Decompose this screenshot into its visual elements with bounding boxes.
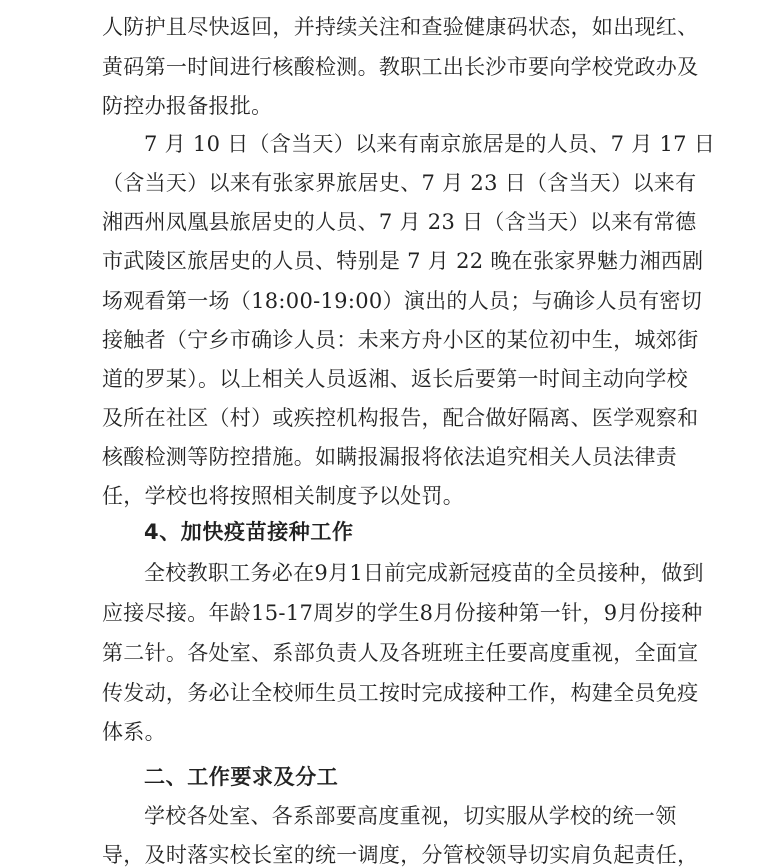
- paragraph-start-line: 7 月 10 日（含当天）以来有南京旅居是的人员、7 月 17 日: [144, 132, 716, 156]
- text-line: 人防护且尽快返回，并持续关注和查验健康码状态，如出现红、: [102, 15, 699, 39]
- text-line: 第二针。各处室、系部负责人及各班班主任要高度重视，全面宣: [102, 641, 699, 665]
- text-line: 湘西州凤凰县旅居史的人员、7 月 23 日（含当天）以来有常德: [102, 210, 697, 234]
- text-line: 接触者（宁乡市确诊人员：未来方舟小区的某位初中生，城郊街: [102, 328, 699, 352]
- text-line: 道的罗某）。以上相关人员返湘、返长后要第一时间主动向学校: [102, 367, 688, 391]
- text-line: 任，学校也将按照相关制度予以处罚。: [102, 484, 465, 508]
- text-line: （含当天）以来有张家界旅居史、7 月 23 日（含当天）以来有: [102, 171, 697, 195]
- section-heading-vaccination: 4、加快疫苗接种工作: [144, 520, 354, 544]
- text-line: 防控办报备报批。: [102, 94, 273, 118]
- section-heading-requirements: 二、工作要求及分工: [144, 765, 339, 789]
- text-line: 核酸检测等防控措施。如瞒报漏报将依法追究相关人员法律责: [102, 445, 678, 469]
- text-line: 黄码第一时间进行核酸检测。教职工出长沙市要向学校党政办及: [102, 55, 699, 79]
- paragraph-start-line: 全校教职工务必在9月1日前完成新冠疫苗的全员接种，做到: [144, 561, 704, 585]
- text-line: 体系。: [102, 720, 166, 744]
- paragraph-start-line: 学校各处室、各系部要高度重视，切实服从学校的统一领: [144, 804, 677, 828]
- text-line: 应接尽接。年龄15-17周岁的学生8月份接种第一针，9月份接种: [102, 601, 703, 625]
- text-line: 导，及时落实校长室的统一调度，分管校领导切实肩负起责任，: [102, 843, 699, 867]
- text-line: 及所在社区（村）或疾控机构报告，配合做好隔离、医学观察和: [102, 406, 699, 430]
- text-line: 市武陵区旅居史的人员、特别是 7 月 22 晚在张家界魅力湘西剧: [102, 249, 704, 273]
- text-line: 场观看第一场（18:00-19:00）演出的人员；与确诊人员有密切: [102, 289, 703, 313]
- text-line: 传发动，务必让全校师生员工按时完成接种工作，构建全员免疫: [102, 681, 699, 705]
